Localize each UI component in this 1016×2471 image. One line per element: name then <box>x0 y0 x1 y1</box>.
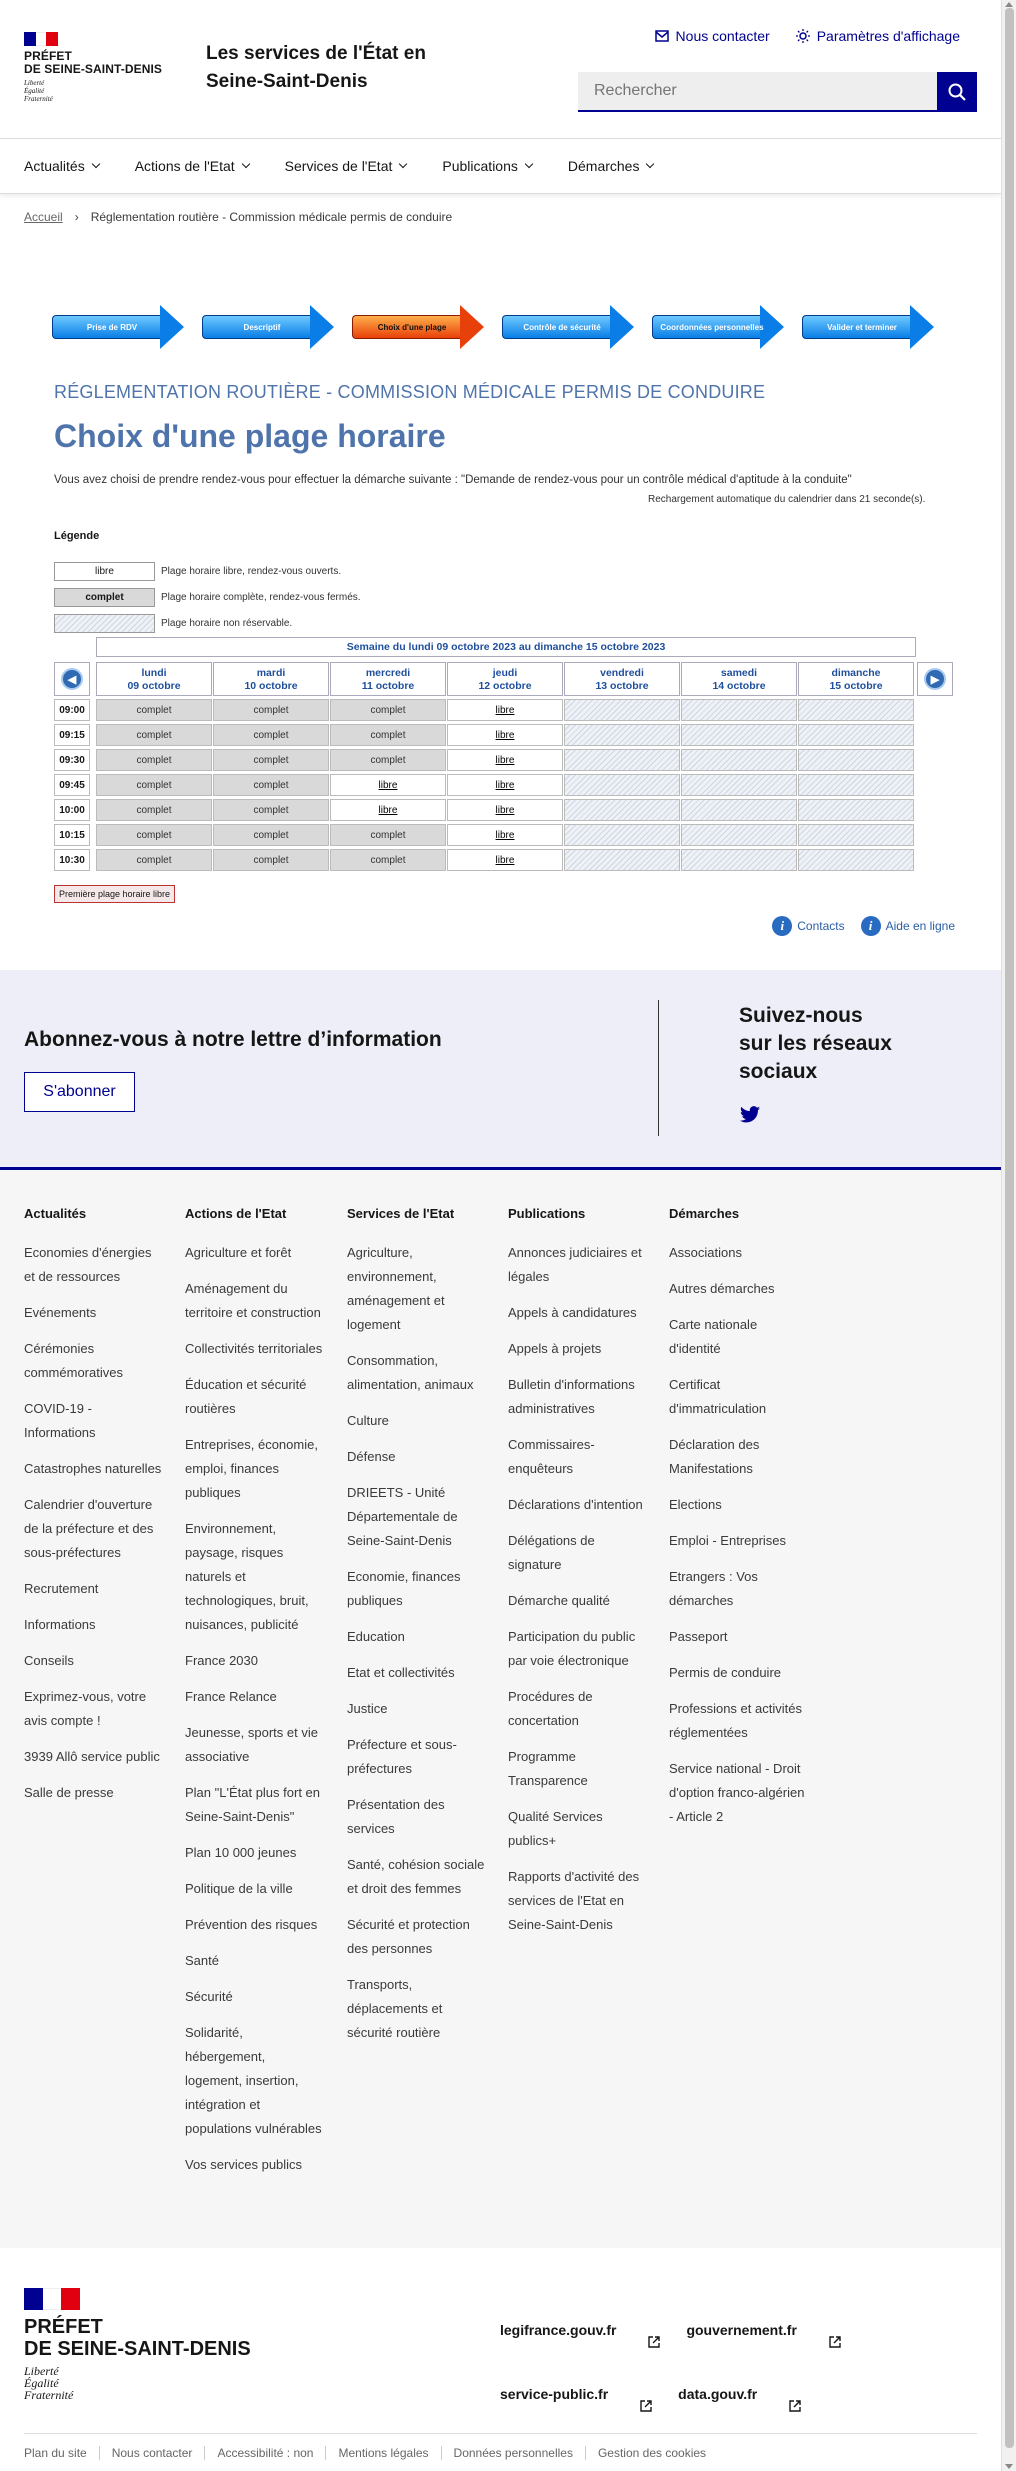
motto-liberte: Liberté <box>24 79 45 87</box>
slot-full: complet <box>213 799 329 821</box>
day-column <box>564 662 681 871</box>
site-title-line1: Les services de l'État en <box>206 43 426 64</box>
chevron-down-icon <box>525 160 533 168</box>
mail-icon <box>655 30 669 42</box>
external-links <box>500 2322 980 2450</box>
sitemap-link[interactable]: Economies d'énergies et de ressources <box>24 1245 152 1284</box>
sitemap-link[interactable]: Aménagement du territoire et construction <box>185 1281 321 1320</box>
day-header <box>681 662 797 696</box>
footer-bottom-link[interactable]: Plan du site <box>24 2446 100 2460</box>
day-name: lundi <box>141 667 167 679</box>
day-columns <box>96 662 915 871</box>
slot-full: complet <box>96 724 212 746</box>
sitemap-link[interactable]: Entreprises, économie, emploi, finances publiques <box>185 1437 318 1500</box>
sitemap-column <box>508 1206 648 1949</box>
sitemap-link[interactable]: Carte nationale d'identité <box>669 1317 758 1356</box>
day-header <box>213 662 329 696</box>
external-link-icon <box>829 2336 841 2348</box>
external-link[interactable] <box>686 2322 840 2362</box>
marianne-flag-icon <box>24 32 58 46</box>
sitemap-link[interactable]: Justice <box>347 1701 388 1716</box>
slot-full: complet <box>96 699 212 721</box>
nav-label: Démarches <box>567 158 640 174</box>
nav-publications[interactable] <box>442 158 532 174</box>
sitemap-link[interactable]: Rapports d'activité des services de l'Etat en Seine-Saint-Denis <box>508 1869 640 1932</box>
chevron-down-icon <box>646 160 654 168</box>
sitemap-link[interactable]: Annonces judiciaires et légales <box>508 1245 642 1284</box>
external-link-icon <box>640 2400 652 2412</box>
slot-full: complet <box>213 849 329 871</box>
slot-full: complet <box>213 749 329 771</box>
sitemap-link[interactable]: Recrutement <box>24 1581 99 1596</box>
time-label: 10:00 <box>54 799 90 821</box>
slot-free[interactable]: libre <box>330 799 446 821</box>
slot-free[interactable]: libre <box>447 699 563 721</box>
newsletter-title: Abonnez-vous à notre lettre d’information <box>24 1028 442 1051</box>
page-title: Choix d'une plage horaire <box>54 418 446 454</box>
slot-unavailable <box>564 849 680 871</box>
footer-bottom-link[interactable]: Nous contacter <box>100 2446 206 2460</box>
info-icon: i <box>772 916 792 936</box>
slot-full: complet <box>330 849 446 871</box>
sitemap-link[interactable]: Cérémonies commémoratives <box>24 1341 123 1380</box>
legend <box>54 561 361 639</box>
sitemap-link[interactable]: Programme Transparence <box>508 1749 588 1788</box>
help-links <box>772 916 955 936</box>
first-free-slot-button[interactable]: Première plage horaire libre <box>54 885 175 903</box>
step-label: Contrôle de sécurité <box>523 322 601 332</box>
slot-free[interactable]: libre <box>447 774 563 796</box>
external-link[interactable] <box>500 2322 660 2362</box>
chevron-down-icon <box>91 160 99 168</box>
slot-unavailable <box>798 699 914 721</box>
step-label: Descriptif <box>243 322 281 332</box>
nav-actions-etat[interactable] <box>135 158 249 174</box>
slot-unavailable <box>564 749 680 771</box>
footer-logo-line2: DE SEINE-SAINT-DENIS <box>24 2338 251 2360</box>
sitemap-link[interactable]: Calendrier d'ouverture de la préfecture et des sous-préfectures <box>24 1497 154 1560</box>
step-label: Prise de RDV <box>86 322 138 332</box>
slot-full: complet <box>96 799 212 821</box>
sitemap-column <box>669 1206 809 1841</box>
arrow-left-icon: ◀ <box>61 668 83 690</box>
sitemap-link[interactable]: Exprimez-vous, votre avis compte ! <box>24 1689 147 1728</box>
day-column <box>96 662 213 871</box>
sitemap-link[interactable]: DRIEETS - Unité Départementale de Seine-Saint-Denis <box>347 1485 458 1548</box>
slot-unavailable <box>798 849 914 871</box>
day-date: 14 octobre <box>712 680 766 692</box>
slot-unavailable <box>681 774 797 796</box>
nav-demarches[interactable] <box>568 158 654 174</box>
sitemap-column <box>24 1206 164 1817</box>
sitemap-link[interactable]: Collectivités territoriales <box>185 1341 323 1356</box>
footer-motto-liberte: Liberté <box>24 2364 59 2378</box>
day-date: 13 octobre <box>595 680 649 692</box>
step-prise-rdv <box>52 305 184 349</box>
sitemap-link[interactable]: Vos services publics <box>185 2157 303 2172</box>
sitemap-link[interactable]: Transports, déplacements et sécurité routière <box>347 1977 443 2040</box>
day-date: 15 octobre <box>829 680 883 692</box>
footer-prefet-logo[interactable] <box>24 2288 251 2401</box>
chevron-down-icon <box>241 160 249 168</box>
footer-bottom-links <box>24 2433 977 2460</box>
motto-egalite: Égalité <box>24 87 45 95</box>
online-help-link[interactable] <box>861 916 955 936</box>
sitemap-link[interactable]: Etat et collectivités <box>347 1665 455 1680</box>
slot-unavailable <box>681 724 797 746</box>
slot-unavailable <box>564 824 680 846</box>
footer-bottom-link[interactable]: Mentions légales <box>326 2446 441 2460</box>
sitemap-link[interactable]: Solidarité, hébergement, logement, insertion, intégration et populations vulnérables <box>185 2025 322 2136</box>
step-coordonnees <box>652 305 784 349</box>
slot-full: complet <box>330 824 446 846</box>
legend-full-desc: Plage horaire complète, rendez-vous fermés. <box>161 591 361 603</box>
step-valider <box>802 305 934 349</box>
step-controle-securite <box>502 305 634 349</box>
nav-label: Actualités <box>24 158 85 174</box>
twitter-icon <box>740 1106 760 1123</box>
motto-fraternite: Fraternité <box>24 95 53 103</box>
day-header <box>330 662 446 696</box>
sitemap-link[interactable]: Plan 10 000 jeunes <box>185 1845 297 1860</box>
breadcrumb-current: Réglementation routière - Commission médicale permis de conduire <box>90 210 453 224</box>
sitemap-link[interactable]: Appels à candidatures <box>508 1305 637 1320</box>
sitemap-heading[interactable]: Démarches <box>669 1206 740 1221</box>
sitemap-heading[interactable]: Actualités <box>24 1206 87 1221</box>
scroll-up-icon[interactable] <box>1005 2 1013 7</box>
sitemap-link[interactable]: Défense <box>347 1449 396 1464</box>
search-bar <box>578 72 977 112</box>
sitemap-link[interactable]: Certificat d'immatriculation <box>669 1377 767 1416</box>
day-name: samedi <box>720 667 758 679</box>
intro-text: Vous avez choisi de prendre rendez-vous pour effectuer la démarche suivante : "Demande de rendez-vous pour un contrôle médical d'aptitude à la conduite" <box>54 474 852 486</box>
follow-title <box>739 1002 919 1086</box>
day-name: vendredi <box>600 667 644 679</box>
sitemap-link[interactable]: Service national - Droit d'option franco-algérien - Article 2 <box>669 1761 805 1824</box>
search-icon <box>947 82 967 102</box>
slot-full: complet <box>96 849 212 871</box>
slot-unavailable <box>564 724 680 746</box>
chevron-down-icon <box>399 160 407 168</box>
sitemap-link[interactable]: Santé <box>185 1953 219 1968</box>
sitemap-column <box>347 1206 487 2057</box>
sitemap-link[interactable]: France 2030 <box>185 1653 258 1668</box>
day-column <box>330 662 447 871</box>
sitemap-link[interactable]: Culture <box>347 1413 389 1428</box>
sitemap-link[interactable]: Participation du public par voie électronique <box>508 1629 636 1668</box>
next-column <box>917 662 953 871</box>
sitemap-link[interactable]: Passeport <box>669 1629 728 1644</box>
slot-free[interactable]: libre <box>330 774 446 796</box>
sitemap-link[interactable]: Sécurité <box>185 1989 233 2004</box>
slot-full: complet <box>213 824 329 846</box>
legend-na-swatch <box>54 614 155 633</box>
external-link[interactable] <box>500 2386 652 2426</box>
sitemap-link[interactable]: Education <box>347 1629 405 1644</box>
legend-free-swatch: libre <box>54 562 155 581</box>
day-column <box>213 662 330 871</box>
slot-unavailable <box>564 699 680 721</box>
sitemap-link[interactable]: Informations <box>24 1617 96 1632</box>
scroll-down-icon[interactable] <box>1005 2464 1013 2469</box>
day-header <box>564 662 680 696</box>
footer-logo-line1: PRÉFET <box>24 2316 103 2338</box>
legend-na-desc: Plage horaire non réservable. <box>161 617 293 629</box>
time-label: 10:30 <box>54 849 90 871</box>
sitemap-link[interactable]: Jeunesse, sports et vie associative <box>185 1725 318 1764</box>
sitemap-link[interactable]: Délégations de signature <box>508 1533 595 1572</box>
sitemap-link[interactable]: Autres démarches <box>669 1281 775 1296</box>
sitemap-link[interactable]: Préfecture et sous-préfectures <box>347 1737 457 1776</box>
nav-label: Services de l'Etat <box>284 158 393 174</box>
sitemap-link[interactable]: Agriculture et forêt <box>185 1245 292 1260</box>
site-footer <box>0 2248 1001 2471</box>
sitemap-link[interactable]: Catastrophes naturelles <box>24 1461 162 1476</box>
display-settings-label: Paramètres d'affichage <box>816 28 960 44</box>
slot-unavailable <box>564 774 680 796</box>
sitemap-link[interactable]: Bulletin d'informations administratives <box>508 1377 635 1416</box>
external-link-label: service-public.fr <box>500 2386 609 2402</box>
sitemap-link[interactable]: Commissaires-enquêteurs <box>508 1437 595 1476</box>
day-date: 12 octobre <box>478 680 532 692</box>
step-label: Coordonnées personnelles <box>660 322 764 332</box>
follow-line3: sociaux <box>739 1060 818 1083</box>
vertical-scrollbar[interactable] <box>1001 0 1016 2471</box>
time-label: 09:00 <box>54 699 90 721</box>
footer-bottom-link[interactable]: Gestion des cookies <box>597 2446 707 2460</box>
legend-full-swatch: complet <box>54 588 155 607</box>
marianne-flag-icon <box>24 2288 80 2310</box>
footer-motto-egalite: Égalité <box>24 2376 59 2390</box>
twitter-link[interactable] <box>740 1106 760 1128</box>
day-name: jeudi <box>492 667 518 679</box>
subscribe-button[interactable]: S'abonner <box>24 1072 135 1112</box>
prefet-logo[interactable] <box>24 32 162 103</box>
slot-full: complet <box>330 699 446 721</box>
time-label: 09:45 <box>54 774 90 796</box>
main-nav <box>0 138 1001 194</box>
legend-title: Légende <box>54 530 100 542</box>
sitemap-link[interactable]: Sécurité et protection des personnes <box>347 1917 470 1956</box>
step-descriptif <box>202 305 334 349</box>
reload-countdown: Rechargement automatique du calendrier dans 21 seconde(s). <box>648 494 926 505</box>
calendar-grid <box>54 662 953 871</box>
sitemap-link[interactable]: Consommation, alimentation, animaux <box>347 1353 474 1392</box>
process-steps <box>52 305 934 349</box>
slot-unavailable <box>798 749 914 771</box>
footer-sitemap <box>0 1170 1001 2248</box>
legend-row-na <box>54 613 361 633</box>
sitemap-link[interactable]: Prévention des risques <box>185 1917 318 1932</box>
slot-full: complet <box>330 749 446 771</box>
sun-icon <box>796 29 810 43</box>
time-label: 09:15 <box>54 724 90 746</box>
footer-bottom-link[interactable]: Accessibilité : non <box>205 2446 326 2460</box>
legend-row-full <box>54 587 361 607</box>
sitemap-link[interactable]: France Relance <box>185 1689 277 1704</box>
legend-free-desc: Plage horaire libre, rendez-vous ouverts. <box>161 565 342 577</box>
time-column <box>54 662 96 871</box>
slot-unavailable <box>681 824 797 846</box>
follow-line2: sur les réseaux <box>739 1032 892 1055</box>
step-label: Valider et terminer <box>827 322 897 332</box>
week-header: Semaine du lundi 09 octobre 2023 au dimanche 15 octobre 2023 <box>96 637 916 657</box>
slot-unavailable <box>798 724 914 746</box>
slot-unavailable <box>798 824 914 846</box>
sitemap-link[interactable]: Environnement, paysage, risques naturels et technologiques, bruit, nuisances, publicité <box>185 1521 309 1632</box>
sitemap-link[interactable]: Qualité Services publics+ <box>508 1809 603 1848</box>
day-name: mardi <box>256 667 286 679</box>
slot-unavailable <box>681 749 797 771</box>
footer-bottom-link[interactable]: Données personnelles <box>442 2446 586 2460</box>
external-link-icon <box>789 2400 801 2412</box>
online-help-label: Aide en ligne <box>885 919 955 933</box>
sitemap-link[interactable]: Politique de la ville <box>185 1881 293 1896</box>
external-link-label: gouvernement.fr <box>686 2322 797 2338</box>
sitemap-link[interactable]: Déclarations d'intention <box>508 1497 643 1512</box>
sitemap-link[interactable]: Agriculture, environnement, aménagement et logement <box>347 1245 445 1332</box>
slot-full: complet <box>213 724 329 746</box>
sitemap-column <box>185 1206 325 2189</box>
slot-unavailable <box>798 799 914 821</box>
slot-unavailable <box>681 849 797 871</box>
site-header <box>0 0 1001 138</box>
step-label: Choix d'une plage <box>377 322 447 332</box>
logo-name-line1: PRÉFET <box>24 49 72 63</box>
external-link-label: data.gouv.fr <box>678 2386 758 2402</box>
breadcrumb-separator-icon: › <box>74 210 79 224</box>
sitemap-heading[interactable]: Services de l'Etat <box>347 1206 455 1221</box>
slot-full: complet <box>96 774 212 796</box>
sitemap-link[interactable]: Permis de conduire <box>669 1665 781 1680</box>
slot-free[interactable]: libre <box>447 724 563 746</box>
sitemap-link[interactable]: Salle de presse <box>24 1785 114 1800</box>
sitemap-link[interactable]: Economie, finances publiques <box>347 1569 461 1608</box>
sitemap-link[interactable]: Éducation et sécurité routières <box>185 1377 307 1416</box>
follow-line1: Suivez-nous <box>739 1004 863 1027</box>
nav-label: Actions de l'Etat <box>134 158 235 174</box>
day-column <box>798 662 915 871</box>
contacts-link[interactable] <box>772 916 844 936</box>
slot-full: complet <box>213 774 329 796</box>
sitemap-link[interactable]: Associations <box>669 1245 742 1260</box>
day-date: 11 octobre <box>361 680 415 692</box>
sitemap-link[interactable]: Déclaration des Manifestations <box>669 1437 760 1476</box>
newsletter-section <box>0 970 1001 1170</box>
slot-free[interactable]: libre <box>447 849 563 871</box>
contacts-label: Contacts <box>797 919 845 933</box>
info-icon: i <box>861 916 881 936</box>
sitemap-link[interactable]: COVID-19 - Informations <box>24 1401 96 1440</box>
day-header <box>447 662 563 696</box>
logo-name-line2: DE SEINE-SAINT-DENIS <box>24 62 163 76</box>
contact-link[interactable] <box>655 28 770 44</box>
footer-motto-fraternite: Fraternité <box>24 2388 74 2402</box>
procedure-name: RÉGLEMENTATION ROUTIÈRE - COMMISSION MÉDICALE PERMIS DE CONDUIRE <box>54 382 766 402</box>
sitemap-link[interactable]: Santé, cohésion sociale et droit des femmes <box>347 1857 485 1896</box>
breadcrumb-home[interactable]: Accueil <box>24 210 63 224</box>
site-title[interactable] <box>206 40 426 96</box>
site-title-line2: Seine-Saint-Denis <box>206 71 368 92</box>
calendar <box>54 637 953 871</box>
sitemap-link[interactable]: Elections <box>669 1497 722 1512</box>
day-column <box>447 662 564 871</box>
day-name: dimanche <box>831 667 881 679</box>
slot-full: complet <box>330 724 446 746</box>
slot-unavailable <box>564 799 680 821</box>
display-settings-button[interactable] <box>796 28 960 44</box>
sitemap-link[interactable]: Procédures de concertation <box>508 1689 593 1728</box>
sitemap-heading[interactable]: Actions de l'Etat <box>185 1206 287 1221</box>
nav-services-etat[interactable] <box>285 158 407 174</box>
header-tools <box>655 28 960 44</box>
sitemap-link[interactable]: Appels à projets <box>508 1341 602 1356</box>
time-label: 09:30 <box>54 749 90 771</box>
day-column <box>681 662 798 871</box>
slot-full: complet <box>96 749 212 771</box>
sitemap-link[interactable]: Plan "L'État plus fort en Seine-Saint-Denis" <box>185 1785 321 1824</box>
divider <box>658 1000 659 1136</box>
legend-row-free <box>54 561 361 581</box>
sitemap-link[interactable]: Evénements <box>24 1305 97 1320</box>
sitemap-link[interactable]: Démarche qualité <box>508 1593 610 1608</box>
sitemap-link[interactable]: Etrangers : Vos démarches <box>669 1569 758 1608</box>
external-link-label: legifrance.gouv.fr <box>500 2322 617 2338</box>
contact-label: Nous contacter <box>675 28 770 44</box>
external-link[interactable] <box>678 2386 801 2426</box>
sitemap-link[interactable]: Professions et activités réglementées <box>669 1701 802 1740</box>
slot-full: complet <box>213 699 329 721</box>
day-date: 10 octobre <box>244 680 298 692</box>
external-link-icon <box>648 2336 660 2348</box>
arrow-right-icon: ▶ <box>924 668 946 690</box>
sitemap-link[interactable]: 3939 Allô service public <box>24 1749 160 1764</box>
day-header <box>96 662 212 696</box>
step-choix-plage <box>352 305 484 349</box>
slot-full: complet <box>96 824 212 846</box>
scrollbar-thumb[interactable] <box>1005 8 1014 2448</box>
next-week-button[interactable] <box>917 662 953 696</box>
previous-week-button[interactable] <box>54 662 90 696</box>
slot-unavailable <box>681 799 797 821</box>
time-label: 10:15 <box>54 824 90 846</box>
slot-free[interactable]: libre <box>447 824 563 846</box>
day-name: mercredi <box>365 667 411 679</box>
nav-actualites[interactable] <box>24 158 99 174</box>
sitemap-link[interactable]: Emploi - Entreprises <box>669 1533 787 1548</box>
slot-unavailable <box>798 774 914 796</box>
sitemap-heading[interactable]: Publications <box>508 1206 586 1221</box>
slot-free[interactable]: libre <box>447 749 563 771</box>
search-button[interactable] <box>937 72 977 112</box>
sitemap-link[interactable]: Présentation des services <box>347 1797 445 1836</box>
day-header <box>798 662 914 696</box>
day-date: 09 octobre <box>127 680 181 692</box>
slot-free[interactable]: libre <box>447 799 563 821</box>
slot-unavailable <box>681 699 797 721</box>
search-input[interactable] <box>578 72 937 112</box>
breadcrumb <box>24 210 452 224</box>
nav-label: Publications <box>442 158 518 174</box>
sitemap-link[interactable]: Conseils <box>24 1653 74 1668</box>
